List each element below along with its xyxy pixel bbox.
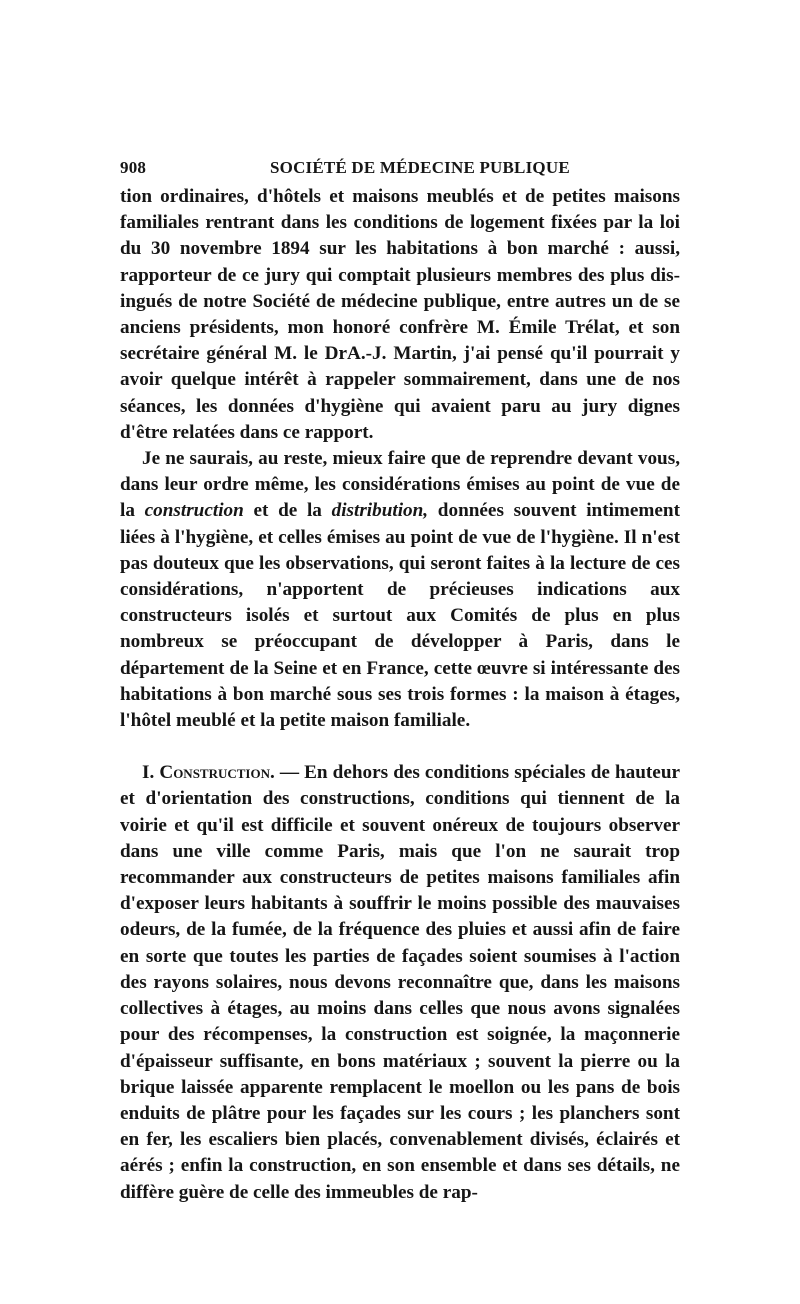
paragraph-3 — [120, 760, 680, 1205]
document-page — [120, 0, 680, 1304]
running-title: SOCIÉTÉ DE MÉDECINE PUBLIQUE — [270, 158, 570, 177]
paragraph-3-text: — En dehors des conditions spéciales de hauteur et d'orientation des constructions, conditions qui tiennent de la voirie et qu'il est difficile et souvent onéreux de toujours observer dans une ville comme Paris, mais que l'on ne saurait trop recommander aux constructeurs de petites maisons familiales afin d'exposer leurs habitants à souffrir le moins possible des mauvaises odeurs, de la fumée, de la fréquence des pluies et aussi afin de faire en sorte que toutes les parties de façades soient soumises à l'action des rayons solaires, nous devons reconnaître que, dans les maisons collectives à étages, au moins dans celles que nous avons signalées pour des récompenses, la construction est soignée, la maçonnerie d'épaisseur suffisante, en bons matériaux ; souvent la pierre ou la brique laissée apparente remplacent le moellon ou les pans de bois enduits de plâtre pour les façades sur les cours ; les planchers sont en fer, les escaliers bien placés, convenablement divisés, éclairés et aérés ; enfin la construction, en son ensemble et dans ses détails, ne diffère guère de celle des immeubles de rap- — [120, 762, 681, 1203]
paragraph-2-text-a: Je ne saurais, au reste, mieux faire que de reprendre devant vous, dans leur ordre même, les considérations émises au point de vue de la — [120, 448, 680, 522]
term-construction: construction — [144, 500, 244, 522]
paragraph-2-text-c: données souvent intimement liées à l'hygiène, et celles émises au point de vue de l'hygiène. Il n'est pas douteux que les observations, qui seront faites à la lecture de ces considérations, n'apportent de précieuses indications aux constructeurs isolés et surtout aux Comités de plus en plus nombreux se préoccupant de développer à Paris, dans le département de la Seine et en France, cette œuvre si intéressante des habitations à bon marché sous ses trois formes : la maison à étages, l'hôtel meublé et la petite maison familiale. — [120, 500, 680, 732]
paragraph-1 — [120, 184, 680, 446]
paragraph-1-text: tion ordinaires, d'hôtels et maisons meublés et de petites maisons familiales rentrant dans les conditions de logement fixées par la loi du 30 novembre 1894 sur les habitations à bon marché : aussi, rapporteur de ce jury qui comptait plusieurs membres des plus dis-ingués de notre Société de médecine publique, entre autres un de se anciens présidents, mon honoré confrère M. Émile Trélat, et son secrétaire général M. le DrA.-J. Martin, j'ai pensé qu'il pourrait y avoir quelque intérêt à rappeler sommairement, dans une de nos séances, les données d'hygiène qui avaient paru au jury dignes d'être relatées dans ce rapport. — [120, 186, 680, 443]
paragraph-2-text-b: et de la — [243, 500, 332, 522]
page-number: 908 — [120, 158, 147, 177]
paragraph-2 — [120, 446, 680, 734]
section-heading-construction: I. Construction. — [142, 762, 275, 784]
term-distribution: distribution, — [331, 500, 429, 522]
running-head — [120, 158, 680, 182]
body-text — [120, 184, 680, 1206]
